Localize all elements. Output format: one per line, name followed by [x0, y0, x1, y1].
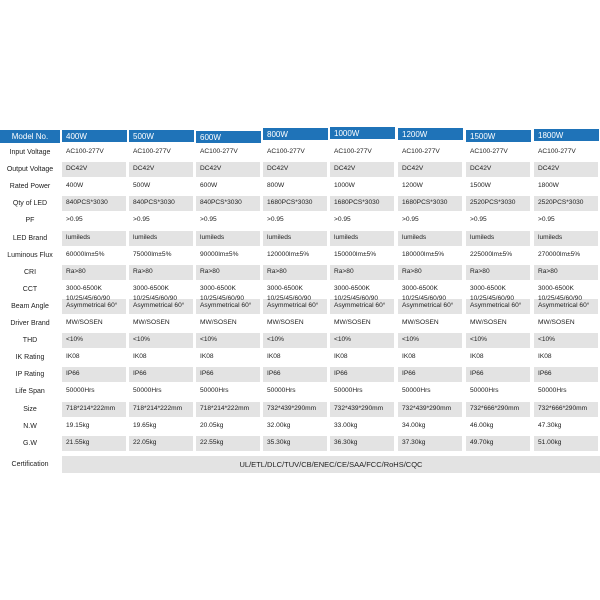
row-value: 120000lm±5% — [267, 250, 310, 258]
model-no-header: Model No. — [0, 130, 60, 143]
row-label: Beam Angle — [11, 302, 49, 310]
row-label: Luminous Flux — [7, 251, 53, 259]
row-value: IK08 — [538, 353, 552, 361]
row-value: 10/25/45/60/90 Asymmetrical 60° — [538, 294, 590, 309]
row-value: IK08 — [267, 353, 281, 361]
row-value: IP66 — [538, 370, 552, 378]
row-value: 732*666*290mm — [470, 404, 520, 412]
row-value: 37.30kg — [402, 438, 426, 446]
model-header: 1000W — [330, 127, 395, 139]
row-label: IK Rating — [15, 354, 45, 362]
row-value: MW/SOSEN — [200, 319, 237, 327]
row-label: Driver Brand — [10, 320, 50, 328]
row-value: >0.95 — [538, 216, 555, 224]
row-value: DC42V — [200, 165, 222, 173]
row-value: 35.30kg — [267, 438, 291, 446]
certification-value: UL/ETL/DLC/TUV/CB/ENEC/CE/SAA/FCC/RoHS/CQC — [239, 459, 423, 469]
row-value: DC42V — [334, 165, 356, 173]
row-value: 50000Hrs — [538, 387, 567, 395]
row-value: 32.00kg — [267, 421, 291, 429]
row-value: >0.95 — [470, 216, 487, 224]
row-value: 3000-6500K — [402, 284, 438, 292]
row-value: 50000Hrs — [133, 387, 162, 395]
row-value: <10% — [66, 336, 84, 344]
row-label: N.W — [23, 422, 37, 430]
row-value: MW/SOSEN — [402, 319, 439, 327]
model-header: 1500W — [466, 130, 531, 142]
row-value: IK08 — [334, 353, 348, 361]
row-value: 20.05kg — [200, 421, 224, 429]
row-value: 2520PCS*3030 — [538, 199, 584, 207]
row-value: IP66 — [334, 370, 348, 378]
row-value: 732*439*290mm — [402, 404, 452, 412]
row-value: 732*666*290mm — [538, 404, 588, 412]
row-value: 50000Hrs — [66, 387, 95, 395]
row-label: G.W — [23, 439, 37, 447]
row-value: 49.70kg — [470, 438, 494, 446]
row-value: lumileds — [200, 233, 225, 241]
row-value: 600W — [200, 182, 218, 190]
row-value: IP66 — [200, 370, 214, 378]
certification-label: Certification — [11, 460, 49, 468]
row-value: IK08 — [200, 353, 214, 361]
row-value: DC42V — [470, 165, 492, 173]
row-label: PF — [25, 217, 35, 225]
row-value: 10/25/45/60/90 Asymmetrical 60° — [470, 294, 522, 309]
row-value: DC42V — [133, 165, 155, 173]
row-value: Ra>80 — [66, 267, 86, 275]
row-value: IK08 — [133, 353, 147, 361]
row-value: 46.00kg — [470, 421, 494, 429]
row-label: Size — [23, 405, 37, 413]
row-value: 3000-6500K — [133, 284, 169, 292]
row-value: AC100-277V — [334, 148, 372, 156]
row-value: 1200W — [402, 182, 423, 190]
row-value: 36.30kg — [334, 438, 358, 446]
row-value: 60000lm±5% — [66, 250, 105, 258]
row-value: 1680PCS*3030 — [402, 199, 448, 207]
row-value: <10% — [200, 336, 218, 344]
row-value: IP66 — [470, 370, 484, 378]
row-value: <10% — [334, 336, 352, 344]
row-value: DC42V — [66, 165, 88, 173]
row-value: Ra>80 — [334, 267, 354, 275]
row-value: >0.95 — [267, 216, 284, 224]
row-value: 3000-6500K — [200, 284, 236, 292]
row-value: 10/25/45/60/90 Asymmetrical 60° — [267, 294, 319, 309]
row-value: 10/25/45/60/90 Asymmetrical 60° — [133, 294, 185, 309]
row-value: Ra>80 — [267, 267, 287, 275]
row-value: Ra>80 — [402, 267, 422, 275]
row-value: 3000-6500K — [334, 284, 370, 292]
row-value: 732*439*290mm — [334, 404, 384, 412]
row-value: <10% — [267, 336, 285, 344]
row-value: IK08 — [470, 353, 484, 361]
row-value: MW/SOSEN — [538, 319, 575, 327]
row-value: AC100-277V — [402, 148, 440, 156]
row-value: 150000lm±5% — [334, 250, 377, 258]
row-value: lumileds — [66, 233, 91, 241]
row-value: lumileds — [133, 233, 158, 241]
row-value: IP66 — [402, 370, 416, 378]
row-label: Input Voltage — [9, 149, 51, 157]
row-value: lumileds — [402, 233, 427, 241]
row-value: 22.05kg — [133, 438, 157, 446]
row-value: IP66 — [133, 370, 147, 378]
model-header: 800W — [263, 128, 328, 140]
row-value: MW/SOSEN — [133, 319, 170, 327]
row-label: IP Rating — [15, 371, 45, 379]
row-value: MW/SOSEN — [470, 319, 507, 327]
row-value: 500W — [133, 182, 151, 190]
row-value: 10/25/45/60/90 Asymmetrical 60° — [200, 294, 252, 309]
row-value: Ra>80 — [133, 267, 153, 275]
row-value: 1680PCS*3030 — [334, 199, 380, 207]
row-value: 800W — [267, 182, 285, 190]
row-value: 718*214*222mm — [133, 404, 183, 412]
row-value: lumileds — [470, 233, 495, 241]
row-value: 1800W — [538, 182, 559, 190]
model-header: 600W — [196, 131, 261, 143]
row-value: DC42V — [538, 165, 560, 173]
row-value: IK08 — [402, 353, 416, 361]
row-value: 1500W — [470, 182, 491, 190]
row-value: 3000-6500K — [470, 284, 506, 292]
row-value: AC100-277V — [267, 148, 305, 156]
row-value: 19.15kg — [66, 421, 90, 429]
row-label: Output Voltage — [6, 166, 54, 174]
row-value: 718*214*222mm — [66, 404, 116, 412]
row-value: 840PCS*3030 — [66, 199, 108, 207]
row-value: <10% — [538, 336, 556, 344]
row-value: IK08 — [66, 353, 80, 361]
row-value: 2520PCS*3030 — [470, 199, 516, 207]
row-value: >0.95 — [66, 216, 83, 224]
row-value: 3000-6500K — [538, 284, 574, 292]
row-value: >0.95 — [200, 216, 217, 224]
row-value: 10/25/45/60/90 Asymmetrical 60° — [334, 294, 386, 309]
row-label: Life Span — [15, 388, 45, 396]
row-value: 1000W — [334, 182, 355, 190]
row-value: >0.95 — [402, 216, 419, 224]
row-value: IP66 — [267, 370, 281, 378]
row-value: 10/25/45/60/90 Asymmetrical 60° — [402, 294, 454, 309]
row-value: 840PCS*3030 — [200, 199, 242, 207]
row-label: LED Brand — [12, 234, 48, 242]
row-value: <10% — [133, 336, 151, 344]
row-value: AC100-277V — [470, 148, 508, 156]
model-header: 1800W — [534, 129, 599, 141]
row-value: >0.95 — [133, 216, 150, 224]
row-label: THD — [22, 337, 38, 345]
row-value: 50000Hrs — [402, 387, 431, 395]
row-value: Ra>80 — [538, 267, 558, 275]
row-value: 47.30kg — [538, 421, 562, 429]
row-value: 3000-6500K — [66, 284, 102, 292]
model-header: 1200W — [398, 128, 463, 140]
row-value: AC100-277V — [200, 148, 238, 156]
row-value: 33.00kg — [334, 421, 358, 429]
row-value: 19.65kg — [133, 421, 157, 429]
spec-table — [0, 127, 600, 475]
row-value: 10/25/45/60/90 Asymmetrical 60° — [66, 294, 118, 309]
row-value: 3000-6500K — [267, 284, 303, 292]
row-label: Qty of LED — [12, 200, 48, 208]
row-value: MW/SOSEN — [334, 319, 371, 327]
row-value: 732*439*290mm — [267, 404, 317, 412]
row-value: Ra>80 — [470, 267, 490, 275]
row-value: 270000lm±5% — [538, 250, 581, 258]
row-value: 90000lm±5% — [200, 250, 239, 258]
row-value: AC100-277V — [538, 148, 576, 156]
row-value: 1680PCS*3030 — [267, 199, 313, 207]
row-value: 180000lm±5% — [402, 250, 445, 258]
row-value: MW/SOSEN — [66, 319, 103, 327]
row-value: DC42V — [402, 165, 424, 173]
row-label: CCT — [22, 285, 38, 293]
row-value: <10% — [470, 336, 488, 344]
model-header: 400W — [62, 130, 127, 142]
row-value: 225000lm±5% — [470, 250, 513, 258]
row-value: 50000Hrs — [200, 387, 229, 395]
row-label: CRI — [23, 268, 37, 276]
row-value: 34.00kg — [402, 421, 426, 429]
row-value: IP66 — [66, 370, 80, 378]
row-value: MW/SOSEN — [267, 319, 304, 327]
row-value: 21.55kg — [66, 438, 90, 446]
row-value: 75000lm±5% — [133, 250, 172, 258]
row-label: Rated Power — [9, 183, 51, 191]
row-value: DC42V — [267, 165, 289, 173]
row-value: Ra>80 — [200, 267, 220, 275]
row-value: AC100-277V — [133, 148, 171, 156]
row-value: 50000Hrs — [470, 387, 499, 395]
row-value: 50000Hrs — [334, 387, 363, 395]
row-value: 22.55kg — [200, 438, 224, 446]
row-value: 718*214*222mm — [200, 404, 250, 412]
row-value: 400W — [66, 182, 84, 190]
row-value: lumileds — [267, 233, 292, 241]
row-value: 51.00kg — [538, 438, 562, 446]
row-value: lumileds — [334, 233, 359, 241]
row-value: 840PCS*3030 — [133, 199, 175, 207]
row-value: lumileds — [538, 233, 563, 241]
row-value: >0.95 — [334, 216, 351, 224]
model-header: 500W — [129, 130, 194, 142]
row-value: 50000Hrs — [267, 387, 296, 395]
row-value: AC100-277V — [66, 148, 104, 156]
row-value: <10% — [402, 336, 420, 344]
